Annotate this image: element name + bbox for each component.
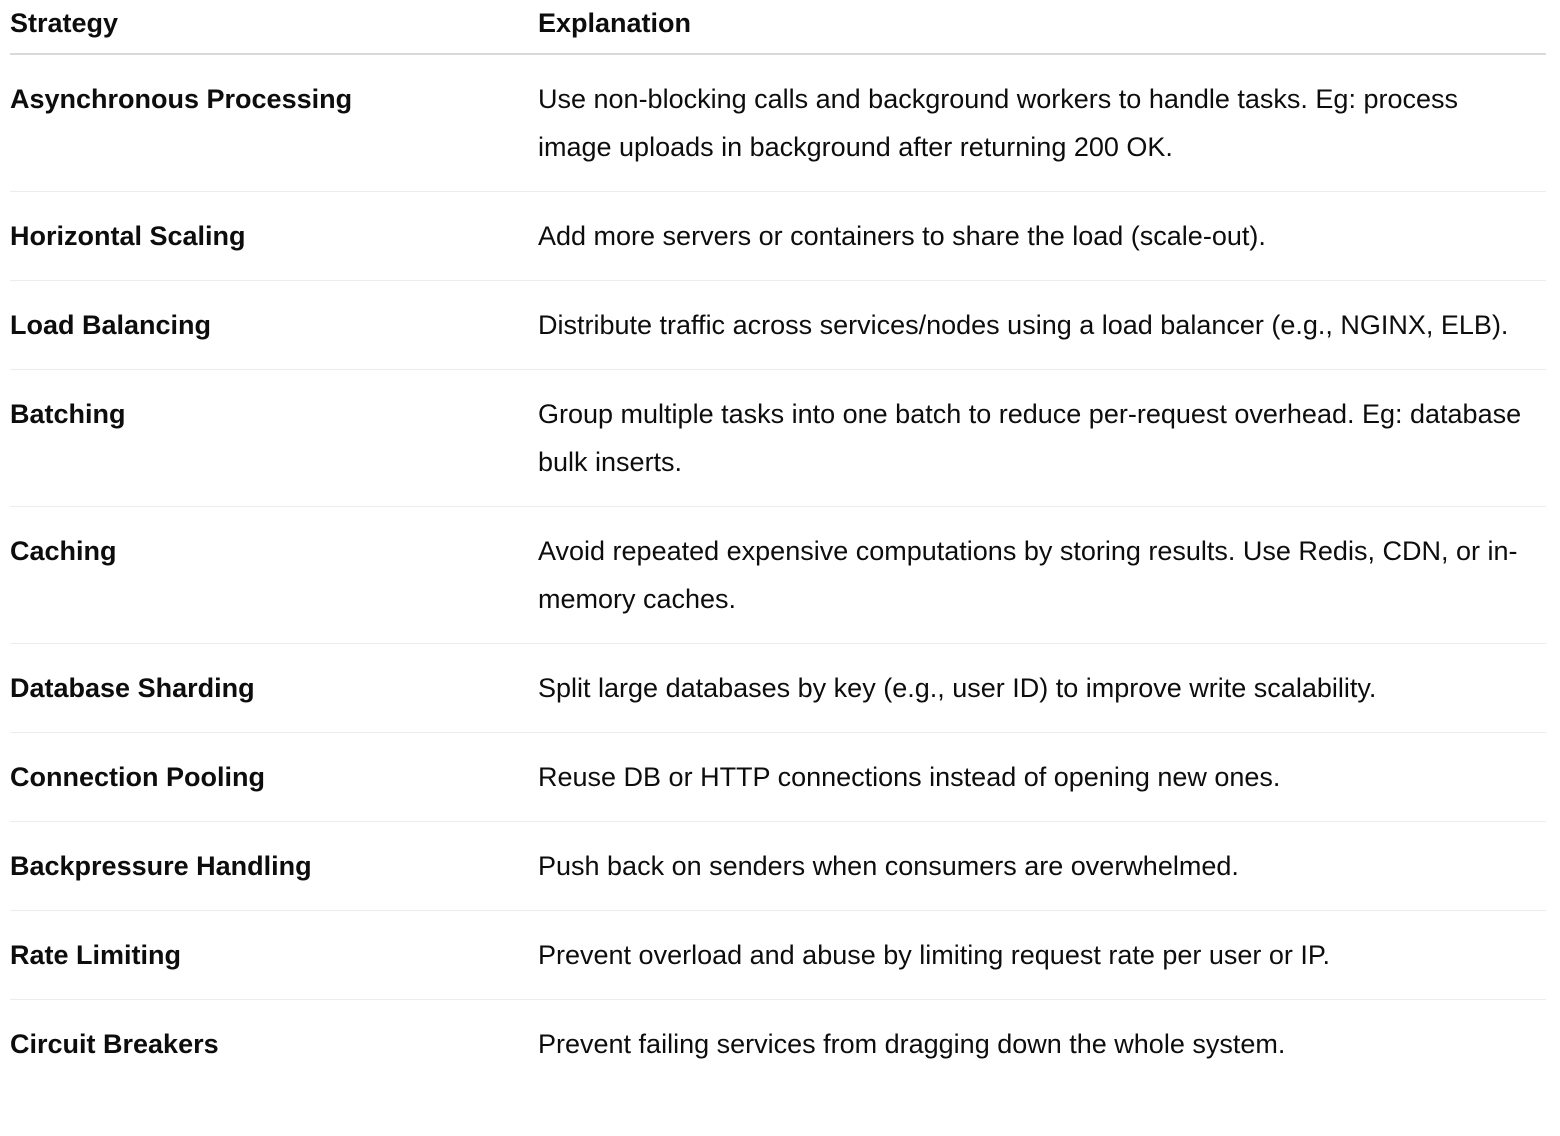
strategy-cell: Caching xyxy=(10,507,538,644)
strategy-cell: Horizontal Scaling xyxy=(10,192,538,281)
strategy-cell: Database Sharding xyxy=(10,644,538,733)
strategy-cell: Connection Pooling xyxy=(10,733,538,822)
table-row xyxy=(10,281,1546,370)
table-row xyxy=(10,911,1546,1000)
explanation-cell: Add more servers or containers to share the load (scale-out). xyxy=(538,192,1546,281)
explanation-cell: Prevent overload and abuse by limiting request rate per user or IP. xyxy=(538,911,1546,1000)
table-row xyxy=(10,733,1546,822)
strategy-cell: Backpressure Handling xyxy=(10,822,538,911)
table-row xyxy=(10,822,1546,911)
explanation-cell: Prevent failing services from dragging down the whole system. xyxy=(538,1029,1286,1059)
column-header-explanation: Explanation xyxy=(538,0,1546,54)
table-row xyxy=(10,370,1546,507)
explanation-cell: Split large databases by key (e.g., user ID) to improve write scalability. xyxy=(538,644,1546,733)
table-row xyxy=(10,192,1546,281)
strategy-cell: Circuit Breakers xyxy=(10,1029,219,1059)
strategy-cell: Rate Limiting xyxy=(10,911,538,1000)
strategy-cell: Asynchronous Processing xyxy=(10,54,538,192)
explanation-cell: Group multiple tasks into one batch to reduce per-request overhead. Eg: database bulk inserts. xyxy=(538,370,1546,507)
strategy-table xyxy=(10,0,1546,1088)
table-row xyxy=(10,54,1546,192)
strategy-table-container xyxy=(10,0,1546,1088)
explanation-cell: Use non-blocking calls and background workers to handle tasks. Eg: process image uploads in background after returning 200 OK. xyxy=(538,54,1546,192)
explanation-cell: Distribute traffic across services/nodes using a load balancer (e.g., NGINX, ELB). xyxy=(538,281,1546,370)
explanation-cell: Reuse DB or HTTP connections instead of opening new ones. xyxy=(538,733,1546,822)
column-header-strategy: Strategy xyxy=(10,0,538,54)
table-row xyxy=(10,644,1546,733)
explanation-cell: Avoid repeated expensive computations by storing results. Use Redis, CDN, or in-memory caches. xyxy=(538,507,1546,644)
explanation-cell: Push back on senders when consumers are overwhelmed. xyxy=(538,822,1546,911)
table-row xyxy=(10,1000,1546,1089)
strategy-cell: Batching xyxy=(10,370,538,507)
strategy-cell: Load Balancing xyxy=(10,281,538,370)
table-row xyxy=(10,507,1546,644)
table-header-row xyxy=(10,0,1546,54)
